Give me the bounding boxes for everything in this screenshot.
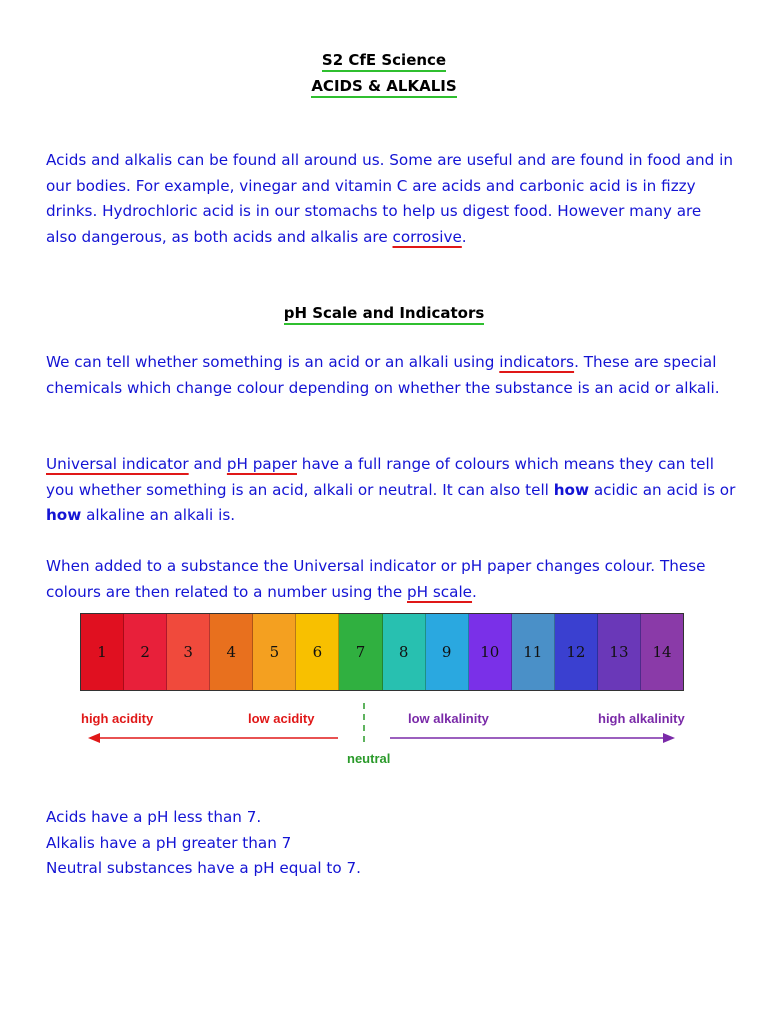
acid-arrow-head — [88, 733, 100, 743]
low-acidity-label: low acidity — [248, 711, 315, 726]
how-emphasis-1: how — [553, 480, 589, 499]
section-heading: pH Scale and Indicators — [284, 304, 485, 325]
universal-indicator-term: Universal indicator — [46, 455, 189, 473]
high-acidity-label: high acidity — [81, 711, 154, 726]
ph-cell-4: 4 — [210, 614, 253, 690]
title-line-2: ACIDS & ALKALIS — [311, 77, 456, 98]
fact-neutral: Neutral substances have a pH equal to 7. — [46, 859, 361, 877]
ph-cell-8: 8 — [383, 614, 426, 690]
ph-cell-11: 11 — [512, 614, 555, 690]
alkali-arrow-head — [663, 733, 675, 743]
facts-list — [46, 805, 736, 882]
indicators-text: We can tell whether something is an acid or an alkali using — [46, 353, 500, 371]
colour-text: When added to a substance the Universal indicator or pH paper changes colour. These colours are then related to a number using the — [46, 557, 706, 601]
ph-cell-6: 6 — [296, 614, 339, 690]
fact-alkalis: Alkalis have a pH greater than 7 — [46, 833, 292, 852]
corrosive-term: corrosive — [392, 227, 462, 246]
ph-cell-3: 3 — [167, 614, 210, 690]
ph-cell-7: 7 — [339, 614, 382, 690]
ph-cell-1: 1 — [81, 614, 124, 690]
universal-mid: have a full range of colours which means they can tell you whether something is an acid, alkali or neutral. It can also tell — [46, 455, 714, 499]
ph-cell-9: 9 — [426, 614, 469, 690]
ph-paper-term: pH paper — [226, 455, 297, 473]
intro-end: . — [461, 227, 467, 246]
ph-cell-12: 12 — [555, 614, 598, 690]
how-emphasis-2: how — [46, 506, 82, 524]
universal-and: and — [188, 455, 227, 473]
low-alkalinity-label: low alkalinity — [408, 711, 489, 726]
ph-scale-term: pH scale — [407, 582, 473, 601]
ph-cell-14: 14 — [641, 614, 683, 690]
universal-mid2: acidic an acid is or — [589, 480, 736, 499]
indicators-text-after: . These are special chemicals which change colour depending on whether the substance is an acid or alkali. — [46, 353, 720, 397]
ph-cell-10: 10 — [469, 614, 512, 690]
universal-end: alkaline an alkali is. — [81, 506, 236, 524]
ph-cell-2: 2 — [124, 614, 167, 690]
high-alkalinity-label: high alkalinity — [598, 711, 685, 726]
fact-acids: Acids have a pH less than 7. — [46, 808, 262, 826]
intro-text: Acids and alkalis can be found all around us. Some are useful and are found in food and in our bodies. For example, vinegar and vitamin C are acids and carbonic acid is in fizzy drinks. Hydrochloric acid is in our stomachs to help us digest food. However many are also dangerous, as both acids and alkalis are — [46, 151, 733, 246]
colour-end: . — [472, 582, 477, 601]
indicators-term: indicators — [499, 353, 575, 371]
title-line-1: S2 CfE Science — [322, 51, 446, 72]
ph-cell-13: 13 — [598, 614, 641, 690]
neutral-label: neutral — [347, 751, 391, 766]
ph-cell-5: 5 — [253, 614, 296, 690]
